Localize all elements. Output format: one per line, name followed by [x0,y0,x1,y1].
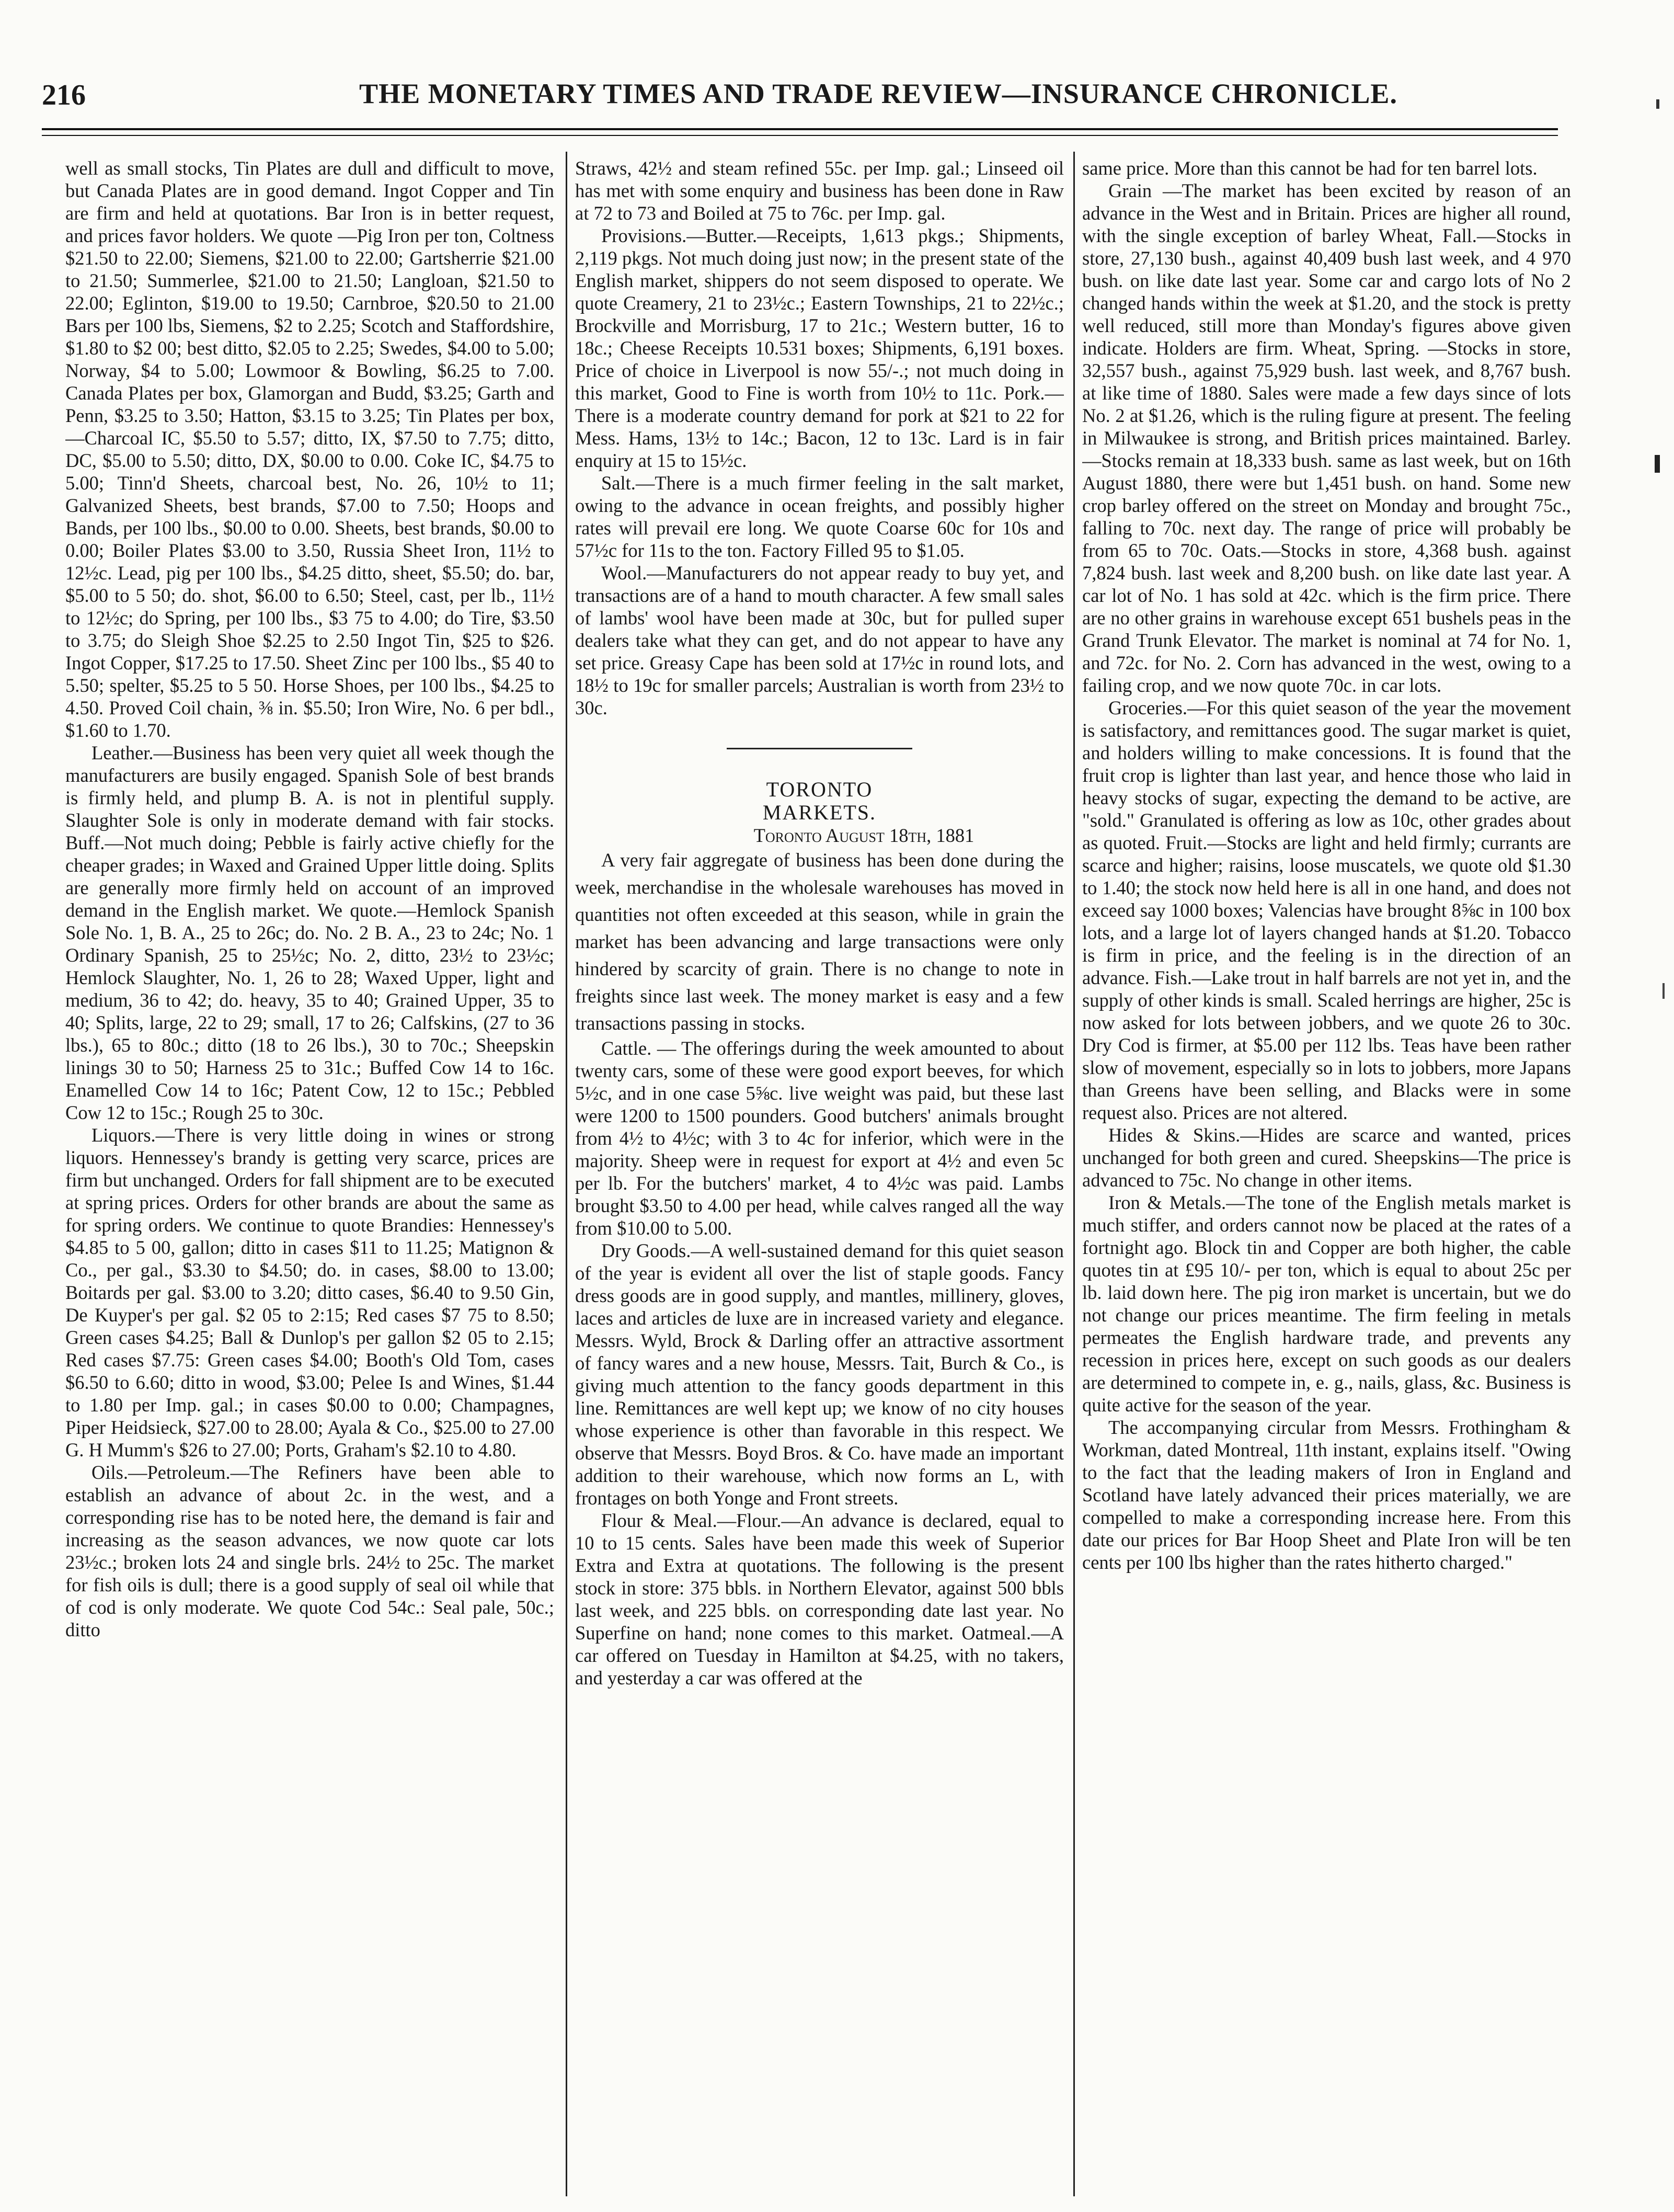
cattle-paragraph: Cattle. — The offerings during the week amounted to about twenty cars, some of these were good export beeves, for which 5½c, and in one case 5⅝c. live weight was paid, but these last were 1200 to 1500 pounders. Good butchers' animals brought from 4½ to 4½c; with 3 to 4c for inferior, which were in the majority. Sheep were in request for export at 4½ and even 5c per lb. For the butchers' market, 4 to 4½c was paid. Lambs brought $3.50 to 4.00 per head, while calves ranged all the way from $10.00 to 5.00. [575,1037,1064,1239]
circular-paragraph: The accompanying circular from Messrs. Frothingham & Workman, dated Montreal, 11th instant, explains itself. "Owing to the fact that the leading makers of Iron in England and Scotland have lately advanced their prices materially, we are compelled to make a corresponding increase here. From this date our prices for Bar Hoop Sheet and Plate Iron will be ten cents per 100 lbs higher than the rates hitherto charged." [1082,1417,1571,1573]
column-3 [1082,157,1571,2186]
oils-continued-paragraph: Straws, 42½ and steam refined 55c. per Imp. gal.; Linseed oil has met with some enquiry and business has been done in Raw at 72 to 73 and Boiled at 75 to 76c. per Imp. gal. [575,157,1064,224]
section-title: TORONTO MARKETS. [762,778,877,824]
column-2 [575,157,1064,2186]
header-rule-thin [42,135,1558,136]
salt-paragraph: Salt.—There is a much firmer feeling in the salt market, owing to the advance in ocean freights, and possibly higher rates will prevail ere long. We quote Coarse 60c for 10s and 57½c for 11s to the ton. Factory Filled 95 to $1.05. [575,472,1064,561]
iron-metals-paragraph: Iron & Metals.—The tone of the English metals market is much stiffer, and orders cannot now be placed at the rates of a fortnight ago. Block tin and Copper are both higher, the cable quotes tin at £95 10/- per ton, which is equal to about 25c per lb. laid down here. The pig iron market is uncertain, but we do not change our prices meantime. The firm feeling in metals permeates the English hardware trade, and prevents any recession in prices here, except on such goods as our dealers are determined to compete in, e. g., nails, glass, &c. Business is quite active for the season of the year. [1082,1192,1571,1416]
oatmeal-continued-paragraph: same price. More than this cannot be had for ten barrel lots. [1082,157,1538,179]
toronto-section-header [727,748,912,824]
leather-paragraph: Leather.—Business has been very quiet all week though the manufacturers are busily engaged. Spanish Sole of best brands is firmly held, and plump B. A. is not in plentiful supply. Slaughter Sole is only in moderate demand with fair stocks. Buff.—Not much doing; Pebble is fairly active chiefly for the cheaper grades; in Waxed and Grained Upper little doing. Splits are generally more firmly held on account of an improved demand in the English market. We quote.—Hemlock Spanish Sole No. 1, B. A., 25 to 26c; do. No. 2 B. A., 23 to 24c; No. 1 Ordinary Spanish, 25 to 25½c; No. 2, ditto, 23½ to 23½c; Hemlock Slaughter, No. 1, 26 to 28; Waxed Upper, light and medium, 36 to 42; do. heavy, 35 to 40; Grained Upper, 35 to 40; Splits, large, 22 to 29; small, 17 to 26; Calfskins, (27 to 36 lbs.), 65 to 80c.; ditto (18 to 26 lbs.), 30 to 70c.; Sheepskin linings 30 to 50; Harness 25 to 31c.; Buffed Cow 14 to 16c. Enamelled Cow 14 to 16c; Patent Cow, 12 to 15c.; Pebbled Cow 12 to 15c.; Rough 25 to 30c. [65,742,554,1123]
column-divider [566,152,567,2196]
margin-mark [1662,983,1665,999]
margin-mark [1656,99,1659,109]
hides-skins-paragraph: Hides & Skins.—Hides are scarce and wanted, prices unchanged for both green and cured. Sheepskins—The price is advanced to 75c. No change in other items. [1082,1124,1571,1191]
column-1 [65,157,554,2186]
iron-paragraph: well as small stocks, Tin Plates are dull and difficult to move, but Canada Plates are in good demand. Ingot Copper and Tin are firm and held at quotations. Bar Iron is in better request, and prices favor holders. We quote —Pig Iron per ton, Coltness $21.50 to 22.00; Siemens, $21.00 to 22.00; Gartsherrie $21.00 to 21.50; Summerlee, $21.00 to 21.50; Langloan, $21.50 to 22.00; Eglinton, $19.00 to 19.50; Carnbroe, $20.50 to 21.00 Bars per 100 lbs, Siemens, $2 to 2.25; Scotch and Staffordshire, $1.80 to $2 00; best ditto, $2.05 to 2.25; Swedes, $4.00 to 5.00; Norway, $4 to 5.00; Lowmoor & Bowling, $6.25 to 7.00. Canada Plates per box, Glamorgan and Budd, $3.25; Garth and Penn, $3.25 to 3.50; Hatton, $3.15 to 3.25; Tin Plates per box,—Charcoal IC, $5.50 to 5.57; ditto, IX, $7.50 to 7.75; ditto, DC, $5.00 to 5.50; ditto, DX, $0.00 to 0.00. Coke IC, $4.75 to 5.00; Tinn'd Sheets, charcoal best, No. 26, 10½ to 11; Galvanized Sheets, best brands, $7.00 to 7.50; Hoops and Bands, per 100 lbs., $0.00 to 0.00. Sheets, best brands, $0.00 to 0.00; Boiler Plates $3.00 to 3.50, Russia Sheet Iron, 11½ to 12½c. Lead, pig per 100 lbs., $4.25 ditto, sheet, $5.50; do. bar, $5.00 to 5 50; do. shot, $6.00 to 6.50; Steel, cast, per lb., 11½ to 12½c; do Spring, per 100 lbs., $3 75 to 4.00; do Tire, $3.50 to 3.75; do Sleigh Shoe $2.25 to 2.50 Ingot Tin, $25 to $26. Ingot Copper, $17.25 to 17.50. Sheet Zinc per 100 lbs., $5 40 to 5.50; spelter, $5.25 to 5 50. Horse Shoes, per 100 lbs., $4.25 to 4.50. Proved Coil chain, ⅜ in. $5.50; Iron Wire, No. 6 per bdl., $1.60 to 1.70. [65,157,554,741]
groceries-paragraph: Groceries.—For this quiet season of the year the movement is satisfactory, and remittances good. The sugar market is quiet, and holders willing to make concessions. It is found that the fruit crop is lighter than last year, and hence those who laid in heavy stocks of sugar, expecting the demand to be active, are "sold." Granulated is offering as low as 10c, other grades about as quoted. Fruit.—Stocks are light and held firmly; currants are scarce and higher; raisins, loose muscatels, we quote old $1.30 to 1.40; the stock now held here is all in one hand, and does not exceed say 1000 boxes; Valencias have brought 8⅝c in 100 box lots, and a large lot of layers changed hands at $1.20. Tobacco is firm in price, and the feeling is in the direction of an advance. Fish.—Lake trout in half barrels are not yet in, and the supply of other kinds is small. Scaled herrings are higher, 25c is now asked for lots between jobbers, and we quote 26 to 30c. Dry Cod is firmer, at $5.00 per 112 lbs. Teas have been rather slow of movement, especially so in lots to jobbers, more Japans than Greens have been selling, and Blacks were in some request also. Prices are not altered. [1082,697,1571,1123]
dry-goods-paragraph: Dry Goods.—A well-sustained demand for this quiet season of the year is evident all over the list of staple goods. Fancy dress goods are in good supply, and mantles, millinery, gloves, laces and articles de luxe are in increased variety and elegance. Messrs. Wyld, Brock & Darling offer an attractive assortment of fancy wares and a new house, Messrs. Tait, Burch & Co., is giving much attention to the fancy goods department in this line. Remittances are well kept up; we know of no city houses whose experience is other than favorable in this respect. We observe that Messrs. Boyd Bros. & Co. have made an important addition to their warehouse, which now forms an L, with frontages on both Yonge and Front streets. [575,1240,1064,1509]
margin-mark [1655,455,1660,473]
provisions-paragraph: Provisions.—Butter.—Receipts, 1,613 pkgs.; Shipments, 2,119 pkgs. Not much doing just now; in the present state of the English market, shippers do not seem disposed to operate. We quote Creamery, 21 to 23½c.; Eastern Townships, 21 to 22½c.; Brockville and Morrisburg, 17 to 21c.; Western butter, 16 to 18c.; Cheese Receipts 10.531 boxes; Shipments, 6,191 boxes. Price of choice in Liverpool is now 55/-.; not much doing in this market, Good to Fine is worth from 10½ to 11c. Pork.—There is a moderate country demand for pork at $21 to 22 for Mess. Hams, 13½ to 14c.; Bacon, 12 to 13c. Lard is in fair enquiry at 15 to 15½c. [575,225,1064,471]
page-number: 216 [42,79,86,111]
oils-paragraph: Oils.—Petroleum.—The Refiners have been able to establish an advance of about 2c. in the west, and a corresponding rise has to be noted here, the demand is fair and increasing as the season advances, we now quote car lots 23½c.; broken lots 24 and single brls. 24½ to 25c. The market for fish oils is dull; there is a good supply of seal oil while that of cod is only moderate. We quote Cod 54c.: Seal pale, 50c.; ditto [65,1462,554,1640]
running-head: THE MONETARY TIMES AND TRADE REVIEW—INSURANCE CHRONICLE. [359,78,1397,109]
column-divider [1073,152,1075,2196]
dateline: Toronto August 18th, 1881 [753,825,974,846]
wool-paragraph: Wool.—Manufacturers do not appear ready to buy yet, and transactions are of a hand to mouth character. A few small sales of lambs' wool have been made at 30c, but for pulled super dealers take what they can get, and do not appear to have any set price. Greasy Cape has been sold at 17½c in round lots, and 18½ to 19c for smaller parcels; Australian is worth from 23½ to 30c. [575,562,1064,719]
flour-meal-paragraph: Flour & Meal.—Flour.—An advance is declared, equal to 10 to 15 cents. Sales have been made this week of Superior Extra and Extra at quotations. The following is the present stock in store: 375 bbls. in Northern Elevator, against 500 bbls last week, and 225 bbls. on corresponding date last year. No Superfine on hand; none comes to this market. Oatmeal.—A car offered on Tuesday in Hamilton at $4.25, with no takers, and yesterday a car was offered at the [575,1510,1064,1689]
header-rule [42,128,1558,130]
lead-paragraph: A very fair aggregate of business has been done during the week, merchandise in the wholesale warehouses has moved in quantities not often exceeded at this season, while in grain the market has been advancing and large transactions were only hindered by scarcity of grain. There is no change to note in freights since last week. The money market is easy and a few transactions passing in stocks. [575,849,1064,1034]
liquors-paragraph: Liquors.—There is very little doing in wines or strong liquors. Hennessey's brandy is getting very scarce, prices are firm but unchanged. Orders for fall shipment are to be executed at spring prices. Orders for other brands are about the same as for spring orders. We continue to quote Brandies: Hennessey's $4.85 to 5 00, gallon; ditto in cases $11 to 11.25; Matignon & Co., per gal., $3.30 to $4.50; do. in cases, $8.00 to 13.00; Boitards per gal. $3.00 to 3.20; ditto cases, $6.40 to 9.50 Gin, De Kuyper's per gal. $2 05 to 2:15; Red cases $7 75 to 8.50; Green cases $4.25; Ball & Dunlop's per gallon $2 05 to 2.15; Red cases $7.75: Green cases $4.00; Booth's Old Tom, cases $6.50 to 6.60; ditto in wood, $3.00; Pelee Is and Wines, $1.44 to 1.80 per Imp. gal.; in cases $0.00 to 0.00; Champagnes, Piper Heidsieck, $27.00 to 28.00; Ayala & Co., $25.00 to 27.00 G. H Mumm's $26 to 27.00; Ports, Graham's $2.10 to 4.80. [65,1124,554,1461]
grain-paragraph: Grain —The market has been excited by reason of an advance in the West and in Britain. Prices are higher all round, with the single exception of barley Wheat, Fall.—Stocks in store, 27,130 bush., against 40,409 bush last week, and 4 970 bush. on like date last year. Some car and cargo lots of No 2 changed hands within the week at $1.20, and the stock is pretty well reduced, still more than Monday's figures above given indicate. Holders are firm. Wheat, Spring. —Stocks in store, 32,557 bush., against 75,929 bush. last week, and 8,767 bush. at like time of 1880. Sales were made a few days since of lots No. 2 at $1.26, which is the ruling figure at present. The feeling in Milwaukee is strong, and British prices maintained. Barley.—Stocks remain at 18,333 bush. same as last week, but on 16th August 1880, there were but 1,451 bush. on hand. Some new crop barley offered on the street on Monday and brought 75c., falling to 70c. next day. The range of price will probably be from 65 to 70c. Oats.—Stocks in store, 4,368 bush. against 7,824 bush. last week and 8,200 bush. on like date last year. A car lot of No. 1 has sold at 42c. which is the firm price. There are no other grains in warehouse except 651 bushels peas in the Grand Trunk Elevator. The market is nominal at 74 for No. 1, and 72c. for No. 2. Corn has advanced in the west, owing to a failing crop, and we now quote 70c. in car lots. [1082,180,1571,696]
